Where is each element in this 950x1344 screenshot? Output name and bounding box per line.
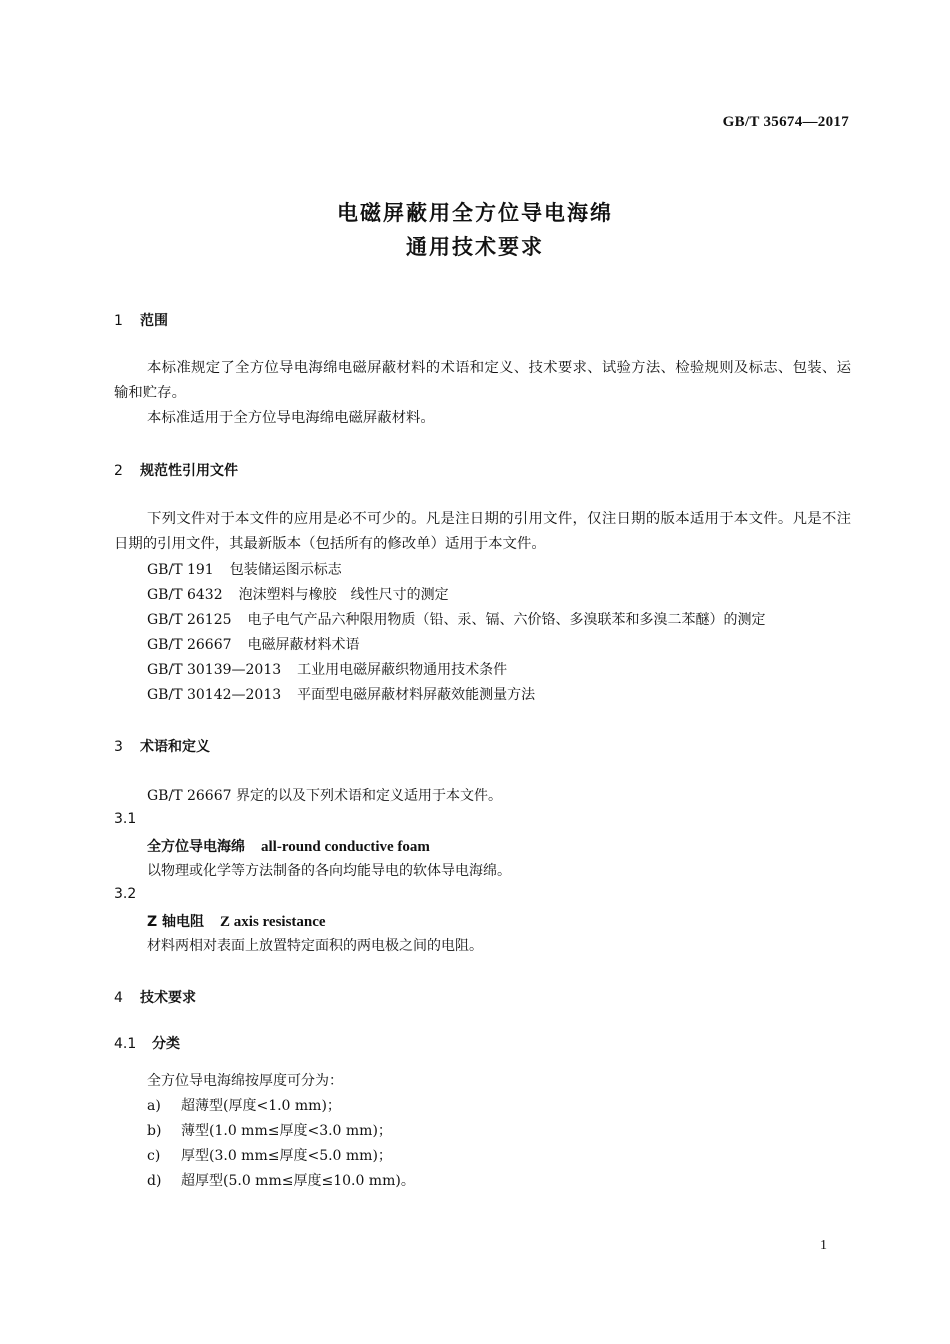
section-4-heading	[114, 987, 196, 1007]
term-chinese: 全方位导电海绵	[147, 839, 245, 855]
reference-title: 泡沫塑料与橡胶 线性尺寸的测定	[238, 587, 449, 603]
reference-title: 电磁屏蔽材料术语	[247, 637, 360, 653]
document-title-line2: 通用技术要求	[406, 235, 544, 259]
reference-code: GB/T 6432	[147, 587, 223, 603]
list-marker: a)	[147, 1098, 161, 1114]
term-english: all-round conductive foam	[261, 839, 430, 855]
section-number: 4	[114, 990, 123, 1006]
section-title: 术语和定义	[140, 739, 210, 755]
reference-code: GB/T 191	[147, 562, 214, 578]
term-definition: 材料两相对表面上放置特定面积的两电极之间的电阻。	[147, 938, 483, 954]
reference-title: 电子电气产品六种限用物质（铅、汞、镉、六价铬、多溴联苯和多溴二苯醚）的测定	[247, 612, 766, 628]
list-text: 超厚型(5.0 mm≤厚度≤10.0 mm)。	[181, 1173, 415, 1189]
classification-intro: 全方位导电海绵按厚度可分为：	[147, 1073, 343, 1089]
reference-code: GB/T 30142—2013	[147, 687, 282, 703]
reference-code: GB/T 30139—2013	[147, 662, 282, 678]
section-title: 规范性引用文件	[140, 463, 238, 479]
document-title-line1: 电磁屏蔽用全方位导电海绵	[337, 201, 613, 225]
term-heading	[147, 836, 430, 856]
reference-item	[147, 660, 507, 680]
list-marker: c)	[147, 1148, 161, 1164]
section-1-paragraph-2: 本标准适用于全方位导电海绵电磁屏蔽材料。	[147, 410, 435, 426]
subsection-number: 4.1	[114, 1036, 137, 1052]
term-heading	[147, 911, 326, 931]
reference-title: 包装储运图示标志	[229, 562, 342, 578]
list-item	[147, 1171, 415, 1191]
section-2-heading	[114, 460, 238, 480]
term-definition: 以物理或化学等方法制备的各向均能导电的软体导电海绵。	[147, 863, 511, 879]
term-chinese: Z 轴电阻	[147, 914, 205, 930]
section-title: 范围	[140, 313, 168, 329]
section-number: 2	[114, 463, 123, 479]
list-item	[147, 1096, 341, 1116]
term-english: Z axis resistance	[220, 914, 326, 930]
section-3-heading	[114, 736, 210, 756]
reference-item	[147, 635, 360, 655]
standard-code: GB/T 35674—2017	[722, 114, 849, 130]
list-marker: b)	[147, 1123, 162, 1139]
page-number: 1	[820, 1238, 827, 1253]
section-number: 3	[114, 739, 123, 755]
list-text: 超薄型(厚度<1.0 mm)；	[181, 1098, 341, 1114]
subsection-4-1-heading	[114, 1033, 180, 1053]
reference-item	[147, 685, 535, 705]
list-text: 薄型(1.0 mm≤厚度<3.0 mm)；	[181, 1123, 392, 1139]
section-2-intro: 下列文件对于本文件的应用是必不可少的。凡是注日期的引用文件，仅注日期的版本适用于本文件。凡是不注日期的引用文件，其最新版本（包括所有的修改单）适用于本文件。	[114, 511, 851, 552]
list-item	[147, 1146, 392, 1166]
reference-title: 工业用电磁屏蔽织物通用技术条件	[297, 662, 508, 678]
section-1-heading	[114, 310, 168, 330]
list-marker: d)	[147, 1173, 162, 1189]
section-number: 1	[114, 313, 123, 329]
section-3-intro: GB/T 26667 界定的以及下列术语和定义适用于本文件。	[147, 788, 502, 804]
reference-code: GB/T 26667	[147, 637, 232, 653]
reference-title: 平面型电磁屏蔽材料屏蔽效能测量方法	[297, 687, 536, 703]
reference-code: GB/T 26125	[147, 612, 232, 628]
list-item	[147, 1121, 392, 1141]
term-number: 3.2	[114, 886, 137, 902]
term-number: 3.1	[114, 811, 137, 827]
section-title: 技术要求	[140, 990, 196, 1006]
section-1-paragraph-1: 本标准规定了全方位导电海绵电磁屏蔽材料的术语和定义、技术要求、试验方法、检验规则及标志、包装、运输和贮存。	[114, 360, 851, 401]
reference-item	[147, 560, 342, 580]
list-text: 厚型(3.0 mm≤厚度<5.0 mm)；	[181, 1148, 392, 1164]
reference-item	[147, 610, 766, 630]
subsection-title: 分类	[152, 1036, 180, 1052]
reference-item	[147, 585, 449, 605]
